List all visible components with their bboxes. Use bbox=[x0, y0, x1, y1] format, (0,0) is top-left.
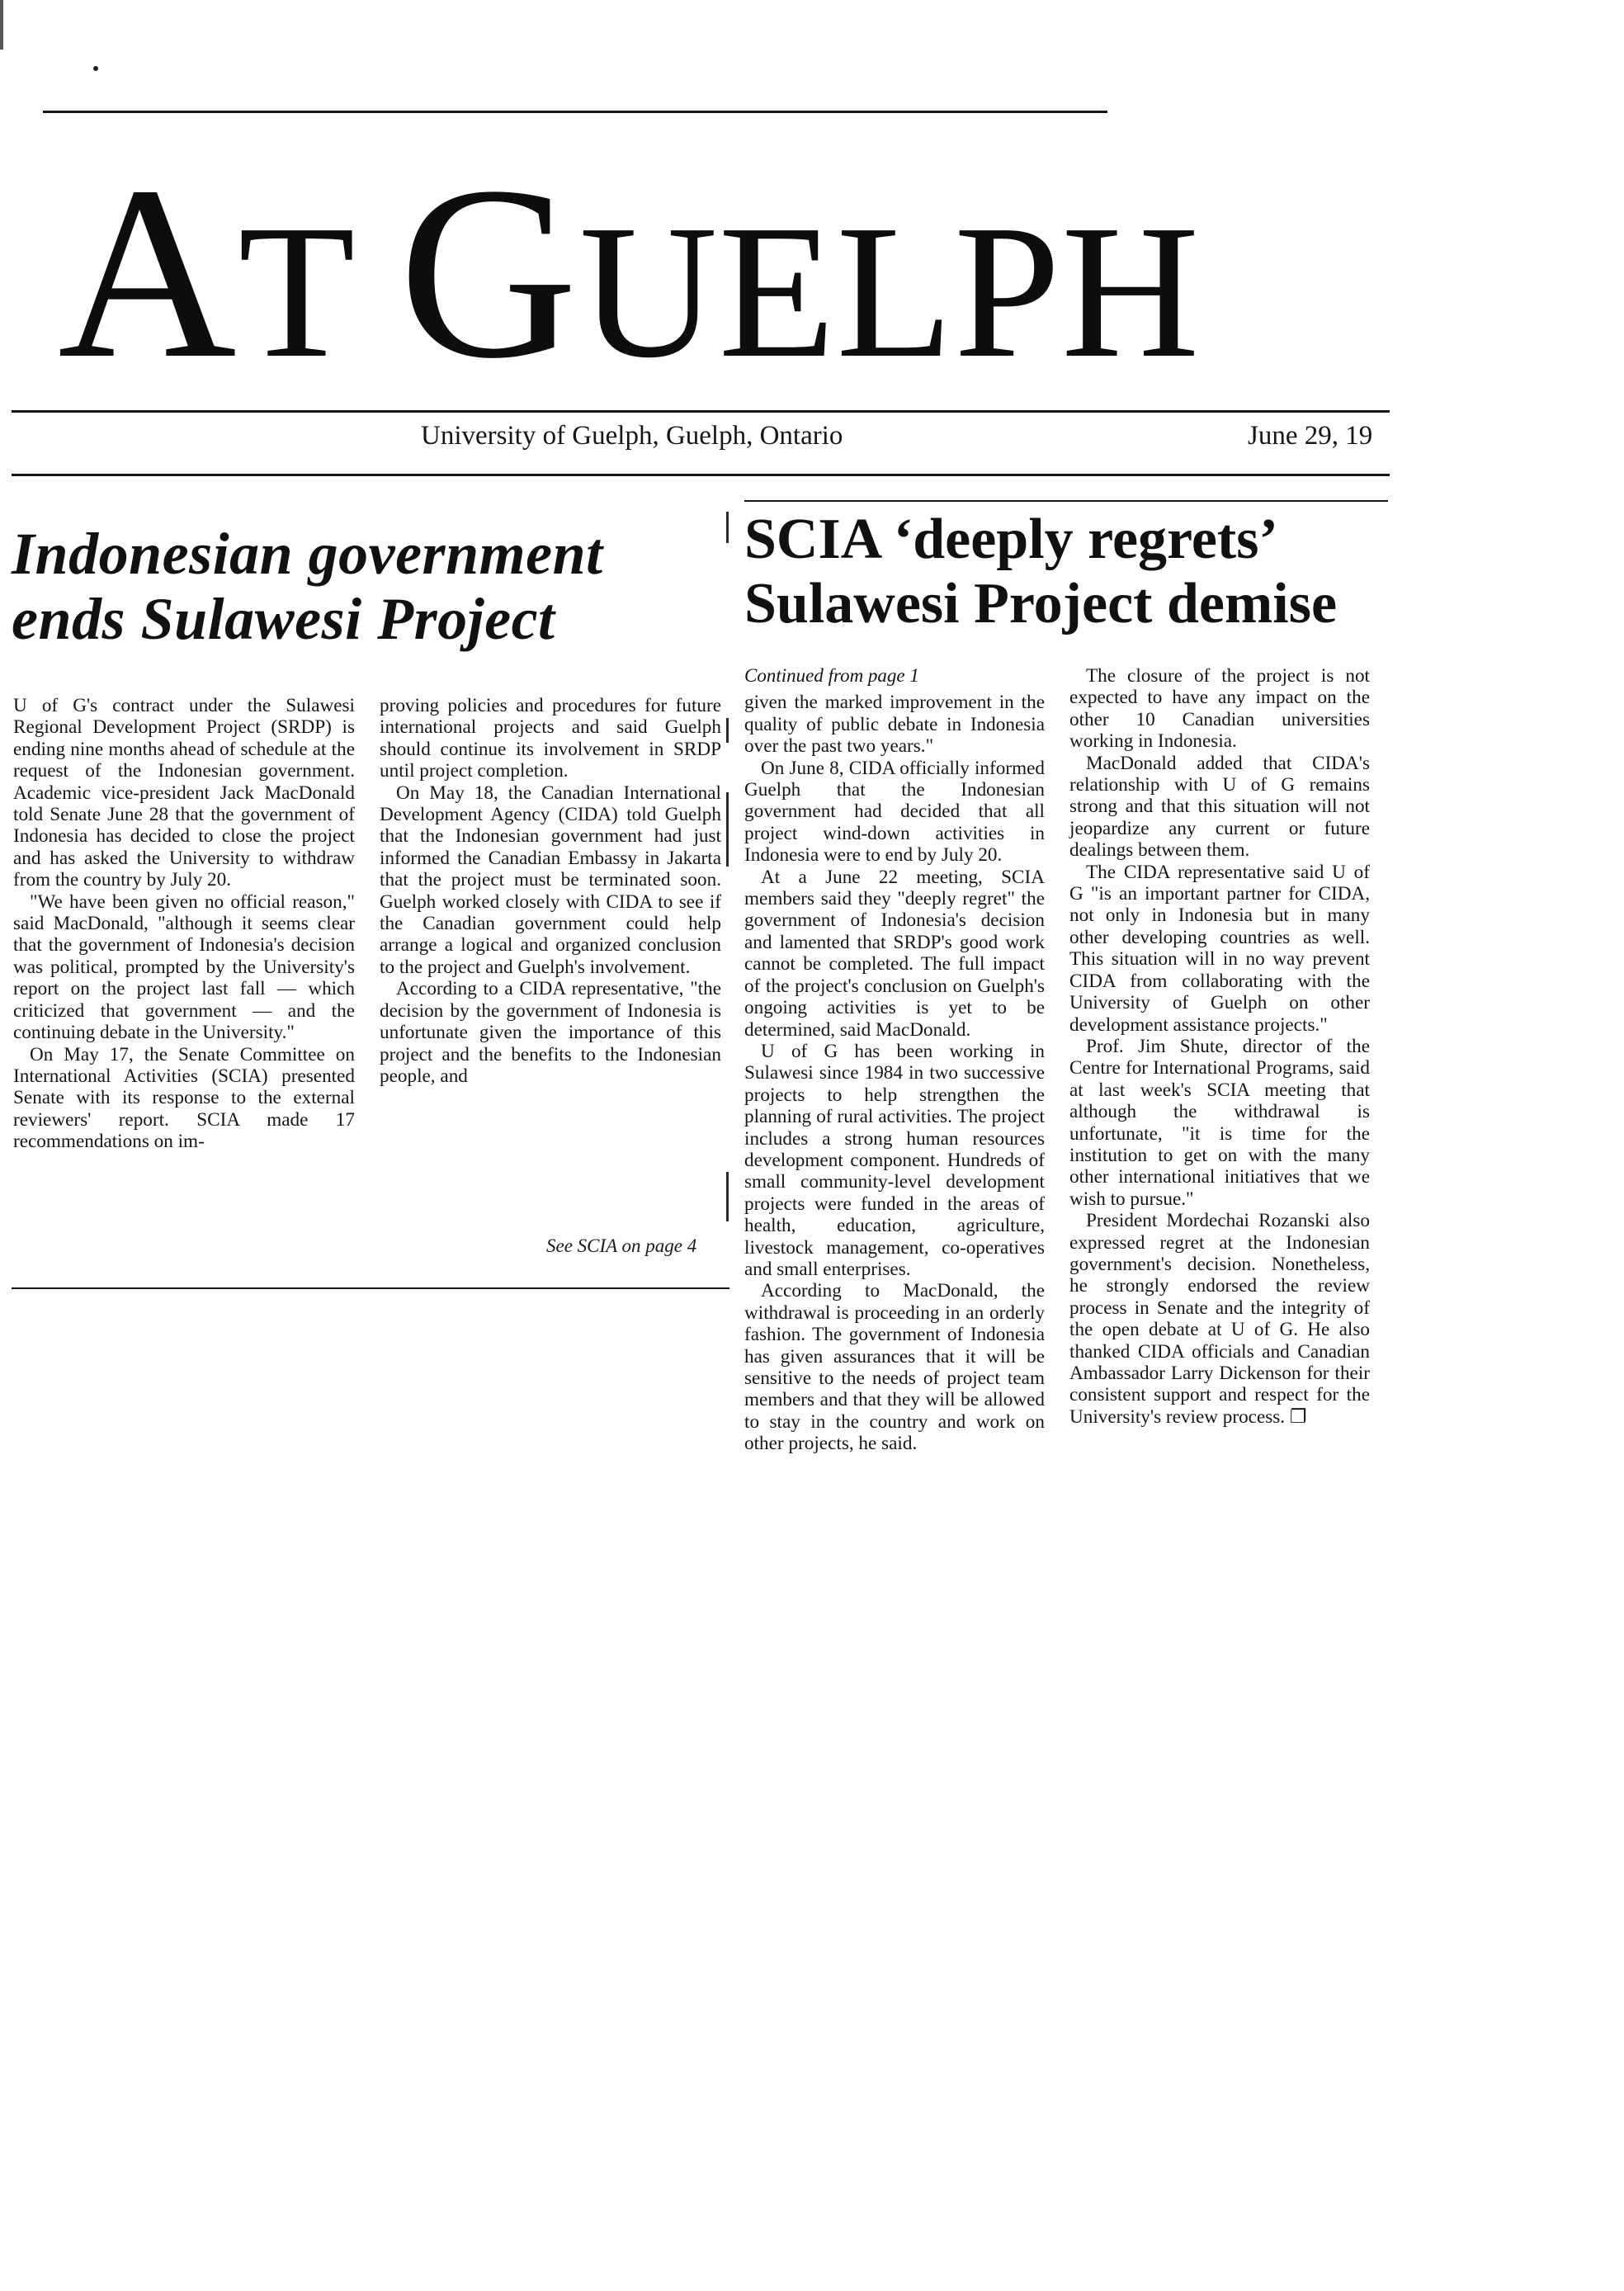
column-divider-mark bbox=[726, 718, 729, 743]
dateline-bottom-rule bbox=[12, 474, 1390, 476]
left-headline-line-2: ends Sulawesi Project bbox=[12, 586, 555, 653]
right-story-top-rule bbox=[744, 500, 1388, 502]
paragraph: On May 18, the Canadian International Development Agency (CIDA) told Guelph that the Indonesian government had just informed the Canadian Embassy in Jakarta that the project must be terminated soon. Guelph worked closely with CIDA to see if the Canadian government could help arrange a logical and organized conclusion to the project and Guelph's involvement. bbox=[380, 782, 721, 978]
scan-edge-left bbox=[0, 0, 3, 50]
paragraph: On June 8, CIDA officially informed Guelph that the Indonesian government had decided that all project wind-down activities in Indonesia were to end by July 20. bbox=[744, 757, 1045, 867]
masthead-letter-g: G bbox=[399, 135, 580, 409]
left-headline-line-1: Indonesian government bbox=[12, 521, 603, 587]
paragraph: U of G has been working in Sulawesi since 1984 in two successive projects to help strengthen the planning of rural activities. The project includes a strong human resources development component. Hundreds of small community-level development projects were funded in the areas of health, education, agriculture, livestock management, co-operatives and small enterprises. bbox=[744, 1040, 1045, 1280]
right-story-headline bbox=[744, 508, 1337, 637]
column-divider-mark bbox=[726, 512, 729, 543]
right-headline-line-1: SCIA ‘deeply regrets’ bbox=[744, 508, 1278, 571]
paragraph: The CIDA representative said U of G "is an important partner for CIDA, not only in Indonesia but in many other developing countries as well. This situation will in no way prevent CIDA from collaborating with the University of Guelph on other development assistance projects." bbox=[1069, 861, 1370, 1036]
paragraph: President Mordechai Rozanski also expressed regret at the Indonesian government's decision. Nonetheless, he strongly endorsed the review process in Senate and the integrity of the open debate at U of G. He also thanked CIDA officials and Canadian Ambassador Larry Dickenson for their consistent support and respect for the University's review process. ❐ bbox=[1069, 1210, 1370, 1428]
left-story-column-1 bbox=[13, 695, 355, 1153]
paragraph: proving policies and procedures for future international projects and said Guelph should continue its involvement in SRDP until project completion. bbox=[380, 695, 721, 782]
paragraph: According to a CIDA representative, "the decision by the government of Indonesia is unfortunate given the importance of this project and the benefits to the Indonesian people, and bbox=[380, 978, 721, 1087]
left-story-column-2 bbox=[380, 695, 721, 1087]
paragraph: On May 17, the Senate Committee on International Activities (SCIA) presented Senate with its response to the external reviewers' report. SCIA made 17 recommendations on im- bbox=[13, 1043, 355, 1153]
dateline-date: June 29, 19 bbox=[1248, 421, 1373, 451]
paragraph: U of G's contract under the Sulawesi Regional Development Project (SRDP) is ending nine months ahead of schedule at the request of the Indonesian government. Academic vice-president Jack MacDonald told Senate June 28 that the government of Indonesia has decided to close the project and has asked the University to withdraw from the country by July 20. bbox=[13, 695, 355, 891]
column-divider-mark bbox=[726, 792, 729, 867]
left-story-bottom-rule bbox=[12, 1287, 729, 1289]
right-headline-line-2: Sulawesi Project demise bbox=[744, 572, 1338, 636]
continued-from-kicker: Continued from page 1 bbox=[744, 665, 919, 686]
paragraph: MacDonald added that CIDA's relationship with U of G remains strong and that this situation will not jeopardize any current or future dealings between them. bbox=[1069, 752, 1370, 862]
right-story-column-4 bbox=[1069, 665, 1370, 1428]
masthead-top-rule bbox=[43, 111, 1107, 113]
masthead-letter-a: A bbox=[58, 135, 238, 409]
scan-speck bbox=[93, 66, 98, 71]
masthead-letters-uelph: UELPH bbox=[579, 186, 1201, 398]
left-story-headline bbox=[12, 522, 603, 652]
paragraph: The closure of the project is not expected to have any impact on the other 10 Canadian universities working in Indonesia. bbox=[1069, 665, 1370, 753]
paragraph: given the marked improvement in the quality of public debate in Indonesia over the past two years." bbox=[744, 692, 1045, 758]
masthead-letter-t: T bbox=[238, 186, 356, 398]
column-divider-mark bbox=[726, 1172, 729, 1221]
paragraph: "We have been given no official reason," said MacDonald, "although it seems clear that the government of Indonesia's decision was political, prompted by the University's report on the project last fall — which criticized that government — and the continuing debate in the University." bbox=[13, 890, 355, 1044]
right-story-column-3 bbox=[744, 665, 1045, 1455]
paragraph: According to MacDonald, the withdrawal is proceeding in an orderly fashion. The government of Indonesia has given assurances that it will be sensitive to the needs of project team members and that they will be allowed to stay in the country and work on other projects, he said. bbox=[744, 1280, 1045, 1455]
see-page-reference: See SCIA on page 4 bbox=[546, 1235, 697, 1256]
paragraph: At a June 22 meeting, SCIA members said they "deeply regret" the government of Indonesia's decision and lamented that SRDP's good work cannot be completed. The full impact of the project's conclusion on Guelph's ongoing activities is yet to be determined, said MacDonald. bbox=[744, 866, 1045, 1041]
paragraph: Prof. Jim Shute, director of the Centre for International Programs, said at last week's SCIA meeting that although the withdrawal is unfortunate, "it is time for the institution to get on with the many other international initiatives that we wish to pursue." bbox=[1069, 1035, 1370, 1210]
dateline-top-rule bbox=[12, 410, 1390, 413]
masthead-title bbox=[58, 135, 1201, 409]
dateline-place: University of Guelph, Guelph, Ontario bbox=[421, 421, 843, 451]
